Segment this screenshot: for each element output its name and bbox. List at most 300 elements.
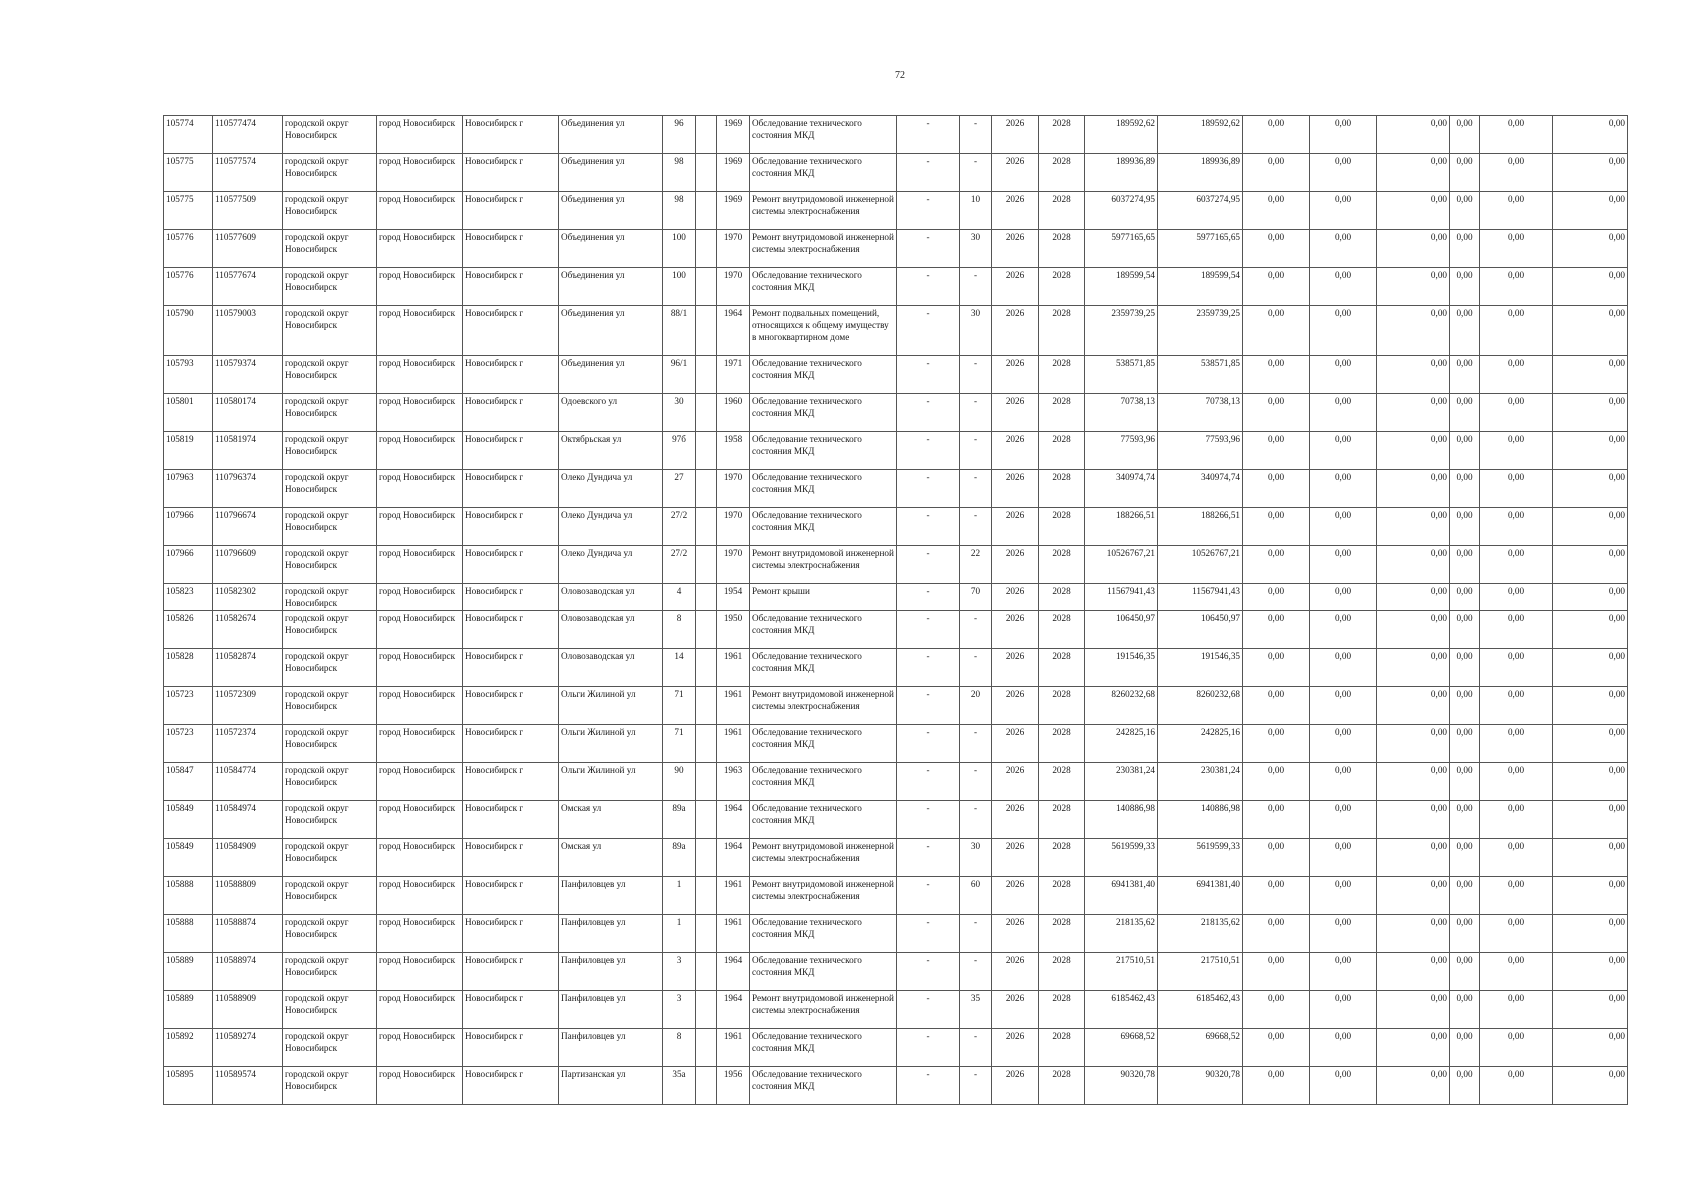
cell-work-type: Обследование технического состояния МКД [750, 725, 897, 763]
table-row [164, 306, 1628, 356]
cell-settlement: город Новосибирск [377, 611, 463, 649]
cell-fin-5: 0,00 [1480, 725, 1553, 763]
cell-work-code: 110584774 [213, 763, 283, 801]
cell-street: Партизанская ул [559, 1067, 663, 1105]
cell-build-year: 1961 [717, 915, 750, 953]
cell-settlement: город Новосибирск [377, 192, 463, 230]
cell-fin-6: 0,00 [1553, 154, 1628, 192]
cell-col-11: - [960, 116, 992, 154]
cell-fin-4: 0,00 [1450, 508, 1480, 546]
cell-work-code: 110588909 [213, 991, 283, 1029]
cell-year-to: 2028 [1039, 1029, 1085, 1067]
cell-fin-6: 0,00 [1553, 725, 1628, 763]
cell-cost-total: 70738,13 [1085, 394, 1158, 432]
cell-empty [696, 268, 717, 306]
cell-settlement: город Новосибирск [377, 584, 463, 611]
cell-cost-total: 10526767,21 [1085, 546, 1158, 584]
table-row [164, 584, 1628, 611]
cell-cost-fund: 10526767,21 [1158, 546, 1243, 584]
cell-fin-3: 0,00 [1377, 230, 1450, 268]
cell-street: Объединения ул [559, 116, 663, 154]
cell-cost-fund: 189936,89 [1158, 154, 1243, 192]
cell-col-11: - [960, 1067, 992, 1105]
cell-street: Панфиловцев ул [559, 991, 663, 1029]
cell-year-from: 2026 [992, 116, 1039, 154]
cell-year-to: 2028 [1039, 915, 1085, 953]
cell-street: Олеко Дундича ул [559, 546, 663, 584]
cell-street: Ольги Жилиной ул [559, 763, 663, 801]
cell-fin-3: 0,00 [1377, 154, 1450, 192]
cell-building-id: 105888 [164, 915, 213, 953]
cell-col-10: - [897, 687, 960, 725]
cell-empty [696, 1029, 717, 1067]
cell-house-number: 8 [663, 611, 696, 649]
cell-empty [696, 432, 717, 470]
cell-settlement: город Новосибирск [377, 877, 463, 915]
cell-fin-4: 0,00 [1450, 763, 1480, 801]
cell-cost-fund: 90320,78 [1158, 1067, 1243, 1105]
cell-col-10: - [897, 154, 960, 192]
cell-fin-2: 0,00 [1310, 508, 1377, 546]
cell-fin-3: 0,00 [1377, 584, 1450, 611]
cell-district: городской округ Новосибирск [283, 546, 377, 584]
cell-build-year: 1958 [717, 432, 750, 470]
cell-cost-fund: 6185462,43 [1158, 991, 1243, 1029]
cell-fin-2: 0,00 [1310, 356, 1377, 394]
cell-fin-3: 0,00 [1377, 546, 1450, 584]
cell-building-id: 105723 [164, 725, 213, 763]
cell-house-number: 27/2 [663, 508, 696, 546]
cell-building-id: 107963 [164, 470, 213, 508]
cell-district: городской округ Новосибирск [283, 306, 377, 356]
cell-build-year: 1950 [717, 611, 750, 649]
cell-work-code: 110582302 [213, 584, 283, 611]
cell-cost-total: 5977165,65 [1085, 230, 1158, 268]
cell-building-id: 105774 [164, 116, 213, 154]
table-row [164, 394, 1628, 432]
cell-fin-1: 0,00 [1243, 687, 1310, 725]
cell-col-11: 30 [960, 839, 992, 877]
cell-city: Новосибирск г [463, 306, 559, 356]
cell-year-to: 2028 [1039, 725, 1085, 763]
cell-district: городской округ Новосибирск [283, 154, 377, 192]
cell-fin-4: 0,00 [1450, 611, 1480, 649]
cell-building-id: 105895 [164, 1067, 213, 1105]
table-row [164, 953, 1628, 991]
cell-fin-1: 0,00 [1243, 877, 1310, 915]
cell-street: Объединения ул [559, 356, 663, 394]
cell-fin-6: 0,00 [1553, 801, 1628, 839]
cell-settlement: город Новосибирск [377, 546, 463, 584]
cell-fin-2: 0,00 [1310, 584, 1377, 611]
cell-street: Объединения ул [559, 192, 663, 230]
cell-street: Панфиловцев ул [559, 1029, 663, 1067]
cell-street: Объединения ул [559, 306, 663, 356]
cell-fin-2: 0,00 [1310, 839, 1377, 877]
cell-empty [696, 306, 717, 356]
cell-street: Панфиловцев ул [559, 953, 663, 991]
cell-fin-5: 0,00 [1480, 432, 1553, 470]
cell-district: городской округ Новосибирск [283, 991, 377, 1029]
cell-col-10: - [897, 801, 960, 839]
cell-cost-total: 191546,35 [1085, 649, 1158, 687]
cell-year-to: 2028 [1039, 991, 1085, 1029]
cell-build-year: 1969 [717, 192, 750, 230]
cell-fin-3: 0,00 [1377, 915, 1450, 953]
cell-work-code: 110577609 [213, 230, 283, 268]
cell-settlement: город Новосибирск [377, 154, 463, 192]
cell-col-11: - [960, 915, 992, 953]
cell-year-from: 2026 [992, 839, 1039, 877]
cell-fin-3: 0,00 [1377, 953, 1450, 991]
cell-city: Новосибирск г [463, 763, 559, 801]
cell-cost-total: 5619599,33 [1085, 839, 1158, 877]
cell-build-year: 1964 [717, 306, 750, 356]
cell-house-number: 90 [663, 763, 696, 801]
cell-fin-6: 0,00 [1553, 356, 1628, 394]
cell-year-from: 2026 [992, 306, 1039, 356]
cell-fin-5: 0,00 [1480, 546, 1553, 584]
cell-city: Новосибирск г [463, 584, 559, 611]
cell-fin-4: 0,00 [1450, 230, 1480, 268]
cell-fin-4: 0,00 [1450, 546, 1480, 584]
cell-building-id: 105723 [164, 687, 213, 725]
cell-work-code: 110577474 [213, 116, 283, 154]
cell-building-id: 105828 [164, 649, 213, 687]
cell-year-from: 2026 [992, 687, 1039, 725]
cell-cost-total: 217510,51 [1085, 953, 1158, 991]
cell-cost-fund: 69668,52 [1158, 1029, 1243, 1067]
cell-col-11: 10 [960, 192, 992, 230]
cell-district: городской округ Новосибирск [283, 356, 377, 394]
cell-fin-3: 0,00 [1377, 687, 1450, 725]
cell-work-type: Обследование технического состояния МКД [750, 268, 897, 306]
cell-empty [696, 394, 717, 432]
cell-col-10: - [897, 116, 960, 154]
table-row [164, 1029, 1628, 1067]
cell-settlement: город Новосибирск [377, 508, 463, 546]
cell-cost-total: 8260232,68 [1085, 687, 1158, 725]
cell-col-10: - [897, 649, 960, 687]
table-row [164, 432, 1628, 470]
cell-fin-2: 0,00 [1310, 687, 1377, 725]
cell-cost-fund: 218135,62 [1158, 915, 1243, 953]
cell-build-year: 1970 [717, 546, 750, 584]
page-number: 72 [895, 70, 905, 81]
cell-fin-4: 0,00 [1450, 356, 1480, 394]
cell-work-type: Ремонт внутридомовой инженерной системы электроснабжения [750, 687, 897, 725]
cell-work-code: 110588809 [213, 877, 283, 915]
cell-fin-3: 0,00 [1377, 306, 1450, 356]
cell-col-11: - [960, 611, 992, 649]
cell-work-type: Обследование технического состояния МКД [750, 763, 897, 801]
cell-district: городской округ Новосибирск [283, 230, 377, 268]
cell-street: Оловозаводская ул [559, 584, 663, 611]
cell-building-id: 105790 [164, 306, 213, 356]
cell-year-from: 2026 [992, 356, 1039, 394]
table-row [164, 1067, 1628, 1105]
cell-settlement: город Новосибирск [377, 687, 463, 725]
cell-fin-1: 0,00 [1243, 1067, 1310, 1105]
cell-cost-fund: 217510,51 [1158, 953, 1243, 991]
cell-fin-6: 0,00 [1553, 116, 1628, 154]
cell-city: Новосибирск г [463, 230, 559, 268]
cell-settlement: город Новосибирск [377, 116, 463, 154]
cell-empty [696, 611, 717, 649]
cell-empty [696, 116, 717, 154]
cell-fin-6: 0,00 [1553, 991, 1628, 1029]
cell-work-code: 110572374 [213, 725, 283, 763]
cell-building-id: 105801 [164, 394, 213, 432]
cell-build-year: 1954 [717, 584, 750, 611]
cell-cost-fund: 70738,13 [1158, 394, 1243, 432]
cell-work-type: Ремонт крыши [750, 584, 897, 611]
cell-fin-5: 0,00 [1480, 915, 1553, 953]
cell-house-number: 88/1 [663, 306, 696, 356]
cell-fin-1: 0,00 [1243, 839, 1310, 877]
cell-cost-fund: 5619599,33 [1158, 839, 1243, 877]
cell-year-from: 2026 [992, 470, 1039, 508]
cell-fin-1: 0,00 [1243, 230, 1310, 268]
cell-build-year: 1969 [717, 154, 750, 192]
table-row [164, 546, 1628, 584]
cell-fin-1: 0,00 [1243, 649, 1310, 687]
cell-fin-6: 0,00 [1553, 546, 1628, 584]
cell-house-number: 1 [663, 877, 696, 915]
cell-fin-3: 0,00 [1377, 356, 1450, 394]
cell-cost-total: 230381,24 [1085, 763, 1158, 801]
cell-fin-1: 0,00 [1243, 953, 1310, 991]
cell-col-11: - [960, 953, 992, 991]
table-row [164, 470, 1628, 508]
cell-street: Ольги Жилиной ул [559, 687, 663, 725]
cell-fin-3: 0,00 [1377, 268, 1450, 306]
cell-settlement: город Новосибирск [377, 230, 463, 268]
cell-fin-2: 0,00 [1310, 306, 1377, 356]
cell-fin-3: 0,00 [1377, 839, 1450, 877]
cell-fin-1: 0,00 [1243, 991, 1310, 1029]
cell-cost-total: 2359739,25 [1085, 306, 1158, 356]
cell-work-type: Ремонт внутридомовой инженерной системы электроснабжения [750, 877, 897, 915]
cell-work-code: 110581974 [213, 432, 283, 470]
cell-street: Ольги Жилиной ул [559, 725, 663, 763]
cell-settlement: город Новосибирск [377, 991, 463, 1029]
cell-work-code: 110580174 [213, 394, 283, 432]
cell-cost-total: 106450,97 [1085, 611, 1158, 649]
cell-fin-1: 0,00 [1243, 394, 1310, 432]
cell-settlement: город Новосибирск [377, 1067, 463, 1105]
cell-year-to: 2028 [1039, 154, 1085, 192]
cell-fin-1: 0,00 [1243, 192, 1310, 230]
cell-fin-6: 0,00 [1553, 839, 1628, 877]
cell-col-10: - [897, 356, 960, 394]
cell-year-to: 2028 [1039, 839, 1085, 877]
cell-house-number: 100 [663, 268, 696, 306]
cell-col-10: - [897, 546, 960, 584]
cell-build-year: 1970 [717, 230, 750, 268]
cell-cost-total: 242825,16 [1085, 725, 1158, 763]
cell-build-year: 1961 [717, 725, 750, 763]
cell-empty [696, 725, 717, 763]
cell-district: городской округ Новосибирск [283, 649, 377, 687]
cell-house-number: 27 [663, 470, 696, 508]
cell-fin-4: 0,00 [1450, 394, 1480, 432]
cell-work-type: Обследование технического состояния МКД [750, 649, 897, 687]
cell-fin-4: 0,00 [1450, 470, 1480, 508]
cell-empty [696, 877, 717, 915]
cell-fin-3: 0,00 [1377, 394, 1450, 432]
cell-fin-5: 0,00 [1480, 394, 1553, 432]
cell-year-to: 2028 [1039, 394, 1085, 432]
cell-build-year: 1961 [717, 687, 750, 725]
cell-fin-5: 0,00 [1480, 839, 1553, 877]
cell-year-from: 2026 [992, 611, 1039, 649]
cell-build-year: 1963 [717, 763, 750, 801]
cell-fin-5: 0,00 [1480, 470, 1553, 508]
cell-year-to: 2028 [1039, 801, 1085, 839]
cell-settlement: город Новосибирск [377, 763, 463, 801]
cell-year-from: 2026 [992, 763, 1039, 801]
cell-house-number: 3 [663, 991, 696, 1029]
cell-cost-fund: 189599,54 [1158, 268, 1243, 306]
cell-city: Новосибирск г [463, 915, 559, 953]
table-row [164, 356, 1628, 394]
cell-work-type: Ремонт внутридомовой инженерной системы электроснабжения [750, 546, 897, 584]
cell-fin-4: 0,00 [1450, 915, 1480, 953]
cell-year-to: 2028 [1039, 356, 1085, 394]
cell-year-to: 2028 [1039, 306, 1085, 356]
cell-building-id: 105849 [164, 801, 213, 839]
cell-settlement: город Новосибирск [377, 725, 463, 763]
cell-fin-2: 0,00 [1310, 991, 1377, 1029]
cell-fin-3: 0,00 [1377, 725, 1450, 763]
cell-street: Октябрьская ул [559, 432, 663, 470]
cell-year-to: 2028 [1039, 584, 1085, 611]
cell-fin-4: 0,00 [1450, 725, 1480, 763]
cell-fin-2: 0,00 [1310, 192, 1377, 230]
cell-fin-4: 0,00 [1450, 991, 1480, 1029]
cell-building-id: 105775 [164, 154, 213, 192]
cell-district: городской округ Новосибирск [283, 470, 377, 508]
cell-city: Новосибирск г [463, 877, 559, 915]
cell-work-type: Ремонт внутридомовой инженерной системы электроснабжения [750, 839, 897, 877]
cell-fin-4: 0,00 [1450, 268, 1480, 306]
cell-empty [696, 649, 717, 687]
cell-fin-6: 0,00 [1553, 649, 1628, 687]
cell-settlement: город Новосибирск [377, 432, 463, 470]
cell-house-number: 89а [663, 839, 696, 877]
cell-year-to: 2028 [1039, 877, 1085, 915]
cell-fin-2: 0,00 [1310, 953, 1377, 991]
cell-year-to: 2028 [1039, 268, 1085, 306]
cell-house-number: 8 [663, 1029, 696, 1067]
cell-city: Новосибирск г [463, 991, 559, 1029]
cell-cost-fund: 230381,24 [1158, 763, 1243, 801]
cell-city: Новосибирск г [463, 116, 559, 154]
cell-year-to: 2028 [1039, 546, 1085, 584]
table-row [164, 725, 1628, 763]
cell-col-10: - [897, 230, 960, 268]
cell-build-year: 1970 [717, 470, 750, 508]
cell-work-code: 110796674 [213, 508, 283, 546]
cell-year-from: 2026 [992, 915, 1039, 953]
cell-year-from: 2026 [992, 154, 1039, 192]
cell-build-year: 1960 [717, 394, 750, 432]
cell-fin-2: 0,00 [1310, 611, 1377, 649]
cell-district: городской округ Новосибирск [283, 268, 377, 306]
cell-district: городской округ Новосибирск [283, 1067, 377, 1105]
cell-col-10: - [897, 611, 960, 649]
cell-year-to: 2028 [1039, 1067, 1085, 1105]
cell-fin-4: 0,00 [1450, 116, 1480, 154]
table-row [164, 508, 1628, 546]
cell-col-11: - [960, 508, 992, 546]
cell-year-to: 2028 [1039, 192, 1085, 230]
cell-settlement: город Новосибирск [377, 801, 463, 839]
cell-fin-2: 0,00 [1310, 432, 1377, 470]
cell-building-id: 105892 [164, 1029, 213, 1067]
cell-house-number: 27/2 [663, 546, 696, 584]
cell-year-from: 2026 [992, 192, 1039, 230]
cell-district: городской округ Новосибирск [283, 953, 377, 991]
cell-fin-6: 0,00 [1553, 508, 1628, 546]
cell-year-from: 2026 [992, 649, 1039, 687]
cell-city: Новосибирск г [463, 725, 559, 763]
cell-fin-6: 0,00 [1553, 192, 1628, 230]
cell-fin-1: 0,00 [1243, 915, 1310, 953]
cell-fin-3: 0,00 [1377, 1029, 1450, 1067]
cell-fin-2: 0,00 [1310, 1067, 1377, 1105]
cell-street: Панфиловцев ул [559, 915, 663, 953]
cell-settlement: город Новосибирск [377, 1029, 463, 1067]
cell-empty [696, 546, 717, 584]
cell-col-10: - [897, 763, 960, 801]
cell-fin-6: 0,00 [1553, 584, 1628, 611]
cell-fin-5: 0,00 [1480, 356, 1553, 394]
cell-cost-total: 6037274,95 [1085, 192, 1158, 230]
cell-settlement: город Новосибирск [377, 268, 463, 306]
cell-fin-1: 0,00 [1243, 268, 1310, 306]
cell-empty [696, 953, 717, 991]
cell-fin-4: 0,00 [1450, 1067, 1480, 1105]
cell-fin-6: 0,00 [1553, 877, 1628, 915]
cell-district: городской округ Новосибирск [283, 508, 377, 546]
cell-cost-total: 188266,51 [1085, 508, 1158, 546]
cell-cost-total: 218135,62 [1085, 915, 1158, 953]
cell-work-type: Обследование технического состояния МКД [750, 356, 897, 394]
cell-district: городской округ Новосибирск [283, 763, 377, 801]
cell-fin-5: 0,00 [1480, 1029, 1553, 1067]
cell-fin-2: 0,00 [1310, 268, 1377, 306]
cell-fin-2: 0,00 [1310, 394, 1377, 432]
cell-fin-5: 0,00 [1480, 154, 1553, 192]
cell-fin-4: 0,00 [1450, 306, 1480, 356]
cell-cost-fund: 11567941,43 [1158, 584, 1243, 611]
cell-cost-fund: 2359739,25 [1158, 306, 1243, 356]
cell-fin-4: 0,00 [1450, 432, 1480, 470]
cell-year-to: 2028 [1039, 763, 1085, 801]
table-row [164, 763, 1628, 801]
cell-work-code: 110588974 [213, 953, 283, 991]
cell-col-11: - [960, 394, 992, 432]
cell-city: Новосибирск г [463, 508, 559, 546]
cell-year-to: 2028 [1039, 230, 1085, 268]
cell-district: городской округ Новосибирск [283, 1029, 377, 1067]
cell-fin-4: 0,00 [1450, 877, 1480, 915]
cell-city: Новосибирск г [463, 470, 559, 508]
cell-build-year: 1970 [717, 268, 750, 306]
cell-cost-total: 6185462,43 [1085, 991, 1158, 1029]
